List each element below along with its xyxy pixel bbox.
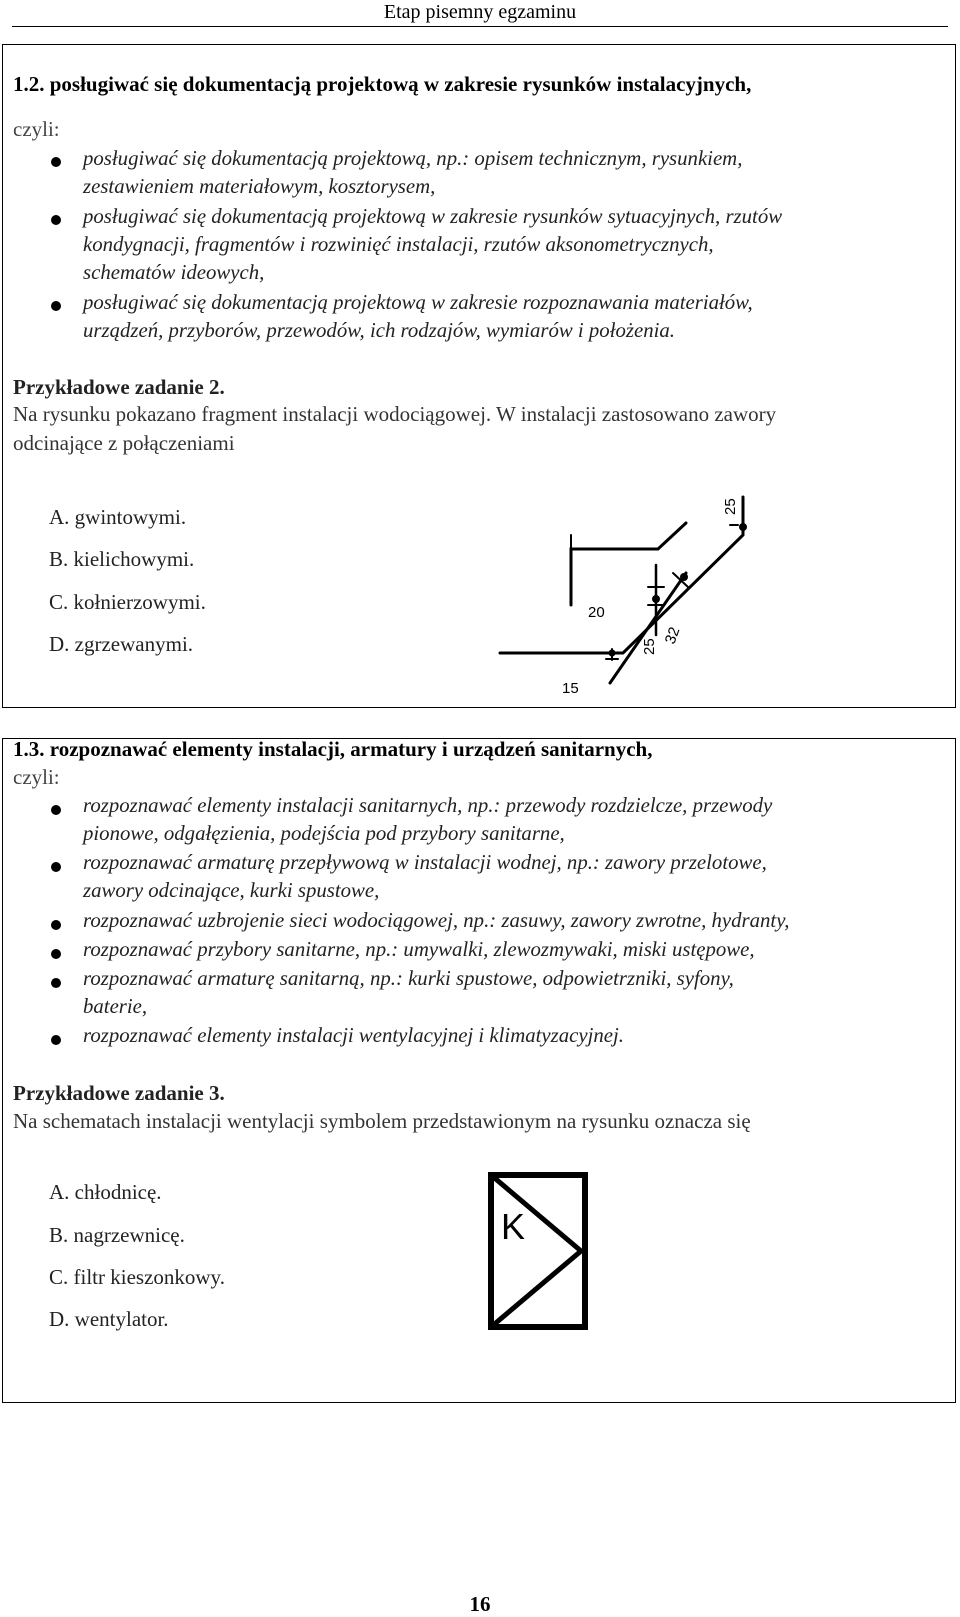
water-installation-drawing bbox=[498, 495, 778, 695]
dim-label-15: 15 bbox=[562, 680, 579, 695]
bullet-1-line-2: zestawieniem materiałowym, kosztorysem, bbox=[83, 175, 436, 198]
page-header: Etap pisemny egzaminu bbox=[12, 0, 948, 27]
bullet-icon bbox=[51, 805, 61, 815]
task-2-option-b[interactable]: B. kielichowymi. bbox=[49, 547, 195, 571]
bullet-1-line-1: posługiwać się dokumentacją projektową, np.: opisem technicznym, rysunkiem, bbox=[83, 147, 743, 170]
task-2-option-d[interactable]: D. zgrzewanymi. bbox=[49, 632, 194, 656]
bullet-2-line-2: kondygnacji, fragmentów i rozwinięć instalacji, rzutów aksonometrycznych, bbox=[83, 233, 714, 256]
czyli-label: czyli: bbox=[13, 765, 60, 789]
section-1-3-box bbox=[2, 738, 956, 1403]
task-3-text-line-1: Na schematach instalacji wentylacji symbolem przedstawionym na rysunku oznacza się bbox=[13, 1109, 751, 1133]
task-3-title: Przykładowe zadanie 3. bbox=[13, 1081, 225, 1105]
bullet-1-line-1: rozpoznawać elementy instalacji sanitarnych, np.: przewody rozdzielcze, przewody bbox=[83, 794, 773, 817]
task-3-option-c[interactable]: C. filtr kieszonkowy. bbox=[49, 1265, 225, 1289]
section-heading: 1.2. posługiwać się dokumentacją projektową w zakresie rysunków instalacyjnych, bbox=[13, 72, 752, 96]
bullet-icon bbox=[51, 157, 61, 167]
bullet-1-line-2: pionowe, odgałęzienia, podejścia pod przybory sanitarne, bbox=[83, 822, 565, 845]
task-2-text-line-1: Na rysunku pokazano fragment instalacji wodociągowej. W instalacji zastosowano zawory bbox=[13, 402, 777, 426]
bullet-4-line-1: rozpoznawać przybory sanitarne, np.: umywalki, zlewozmywaki, miski ustępowe, bbox=[83, 938, 755, 961]
task-2-text-line-2: odcinające z połączeniami bbox=[13, 431, 235, 455]
bullet-5-line-1: rozpoznawać armaturę sanitarną, np.: kurki spustowe, odpowietrzniki, syfony, bbox=[83, 967, 734, 990]
bullet-icon bbox=[51, 215, 61, 225]
task-2-option-c[interactable]: C. kołnierzowymi. bbox=[49, 590, 206, 614]
symbol-letter: K bbox=[501, 1206, 526, 1247]
bullet-3-line-1: rozpoznawać uzbrojenie sieci wodociągowej, np.: zasuwy, zawory zwrotne, hydranty, bbox=[83, 909, 790, 932]
task-3-option-d[interactable]: D. wentylator. bbox=[49, 1307, 169, 1331]
bullet-icon bbox=[51, 920, 61, 930]
ventilation-symbol-icon bbox=[487, 1171, 589, 1331]
section-heading: 1.3. rozpoznawać elementy instalacji, armatury i urządzeń sanitarnych, bbox=[13, 737, 653, 761]
task-3-option-b[interactable]: B. nagrzewnicę. bbox=[49, 1223, 185, 1247]
bullet-3-line-1: posługiwać się dokumentacją projektową w zakresie rozpoznawania materiałów, bbox=[83, 291, 753, 314]
task-3-option-a[interactable]: A. chłodnicę. bbox=[49, 1180, 162, 1204]
czyli-label: czyli: bbox=[13, 117, 60, 141]
dim-label-25-top: 25 bbox=[722, 498, 739, 515]
bullet-6-line-1: rozpoznawać elementy instalacji wentylacyjnej i klimatyzacyjnej. bbox=[83, 1024, 624, 1047]
bullet-icon bbox=[51, 1035, 61, 1045]
dim-label-20: 20 bbox=[588, 604, 605, 621]
task-2-option-a[interactable]: A. gwintowymi. bbox=[49, 505, 187, 529]
task-2-title: Przykładowe zadanie 2. bbox=[13, 375, 225, 399]
bullet-2-line-1: posługiwać się dokumentacją projektową w zakresie rysunków sytuacyjnych, rzutów bbox=[83, 205, 783, 228]
dim-label-25-mid: 25 bbox=[641, 638, 658, 655]
bullet-2-line-2: zawory odcinające, kurki spustowe, bbox=[83, 879, 380, 902]
bullet-icon bbox=[51, 862, 61, 872]
page-number: 16 bbox=[469, 1592, 491, 1616]
bullet-2-line-3: schematów ideowych, bbox=[83, 261, 265, 284]
bullet-5-line-2: baterie, bbox=[83, 995, 148, 1018]
section-1-2-box bbox=[2, 44, 956, 708]
bullet-3-line-2: urządzeń, przyborów, przewodów, ich rodzajów, wymiarów i położenia. bbox=[83, 319, 675, 342]
bullet-2-line-1: rozpoznawać armaturę przepływową w instalacji wodnej, np.: zawory przelotowe, bbox=[83, 851, 767, 874]
bullet-icon bbox=[51, 301, 61, 311]
bullet-icon bbox=[51, 949, 61, 959]
bullet-icon bbox=[51, 978, 61, 988]
dim-label-32: 32 bbox=[661, 624, 684, 647]
